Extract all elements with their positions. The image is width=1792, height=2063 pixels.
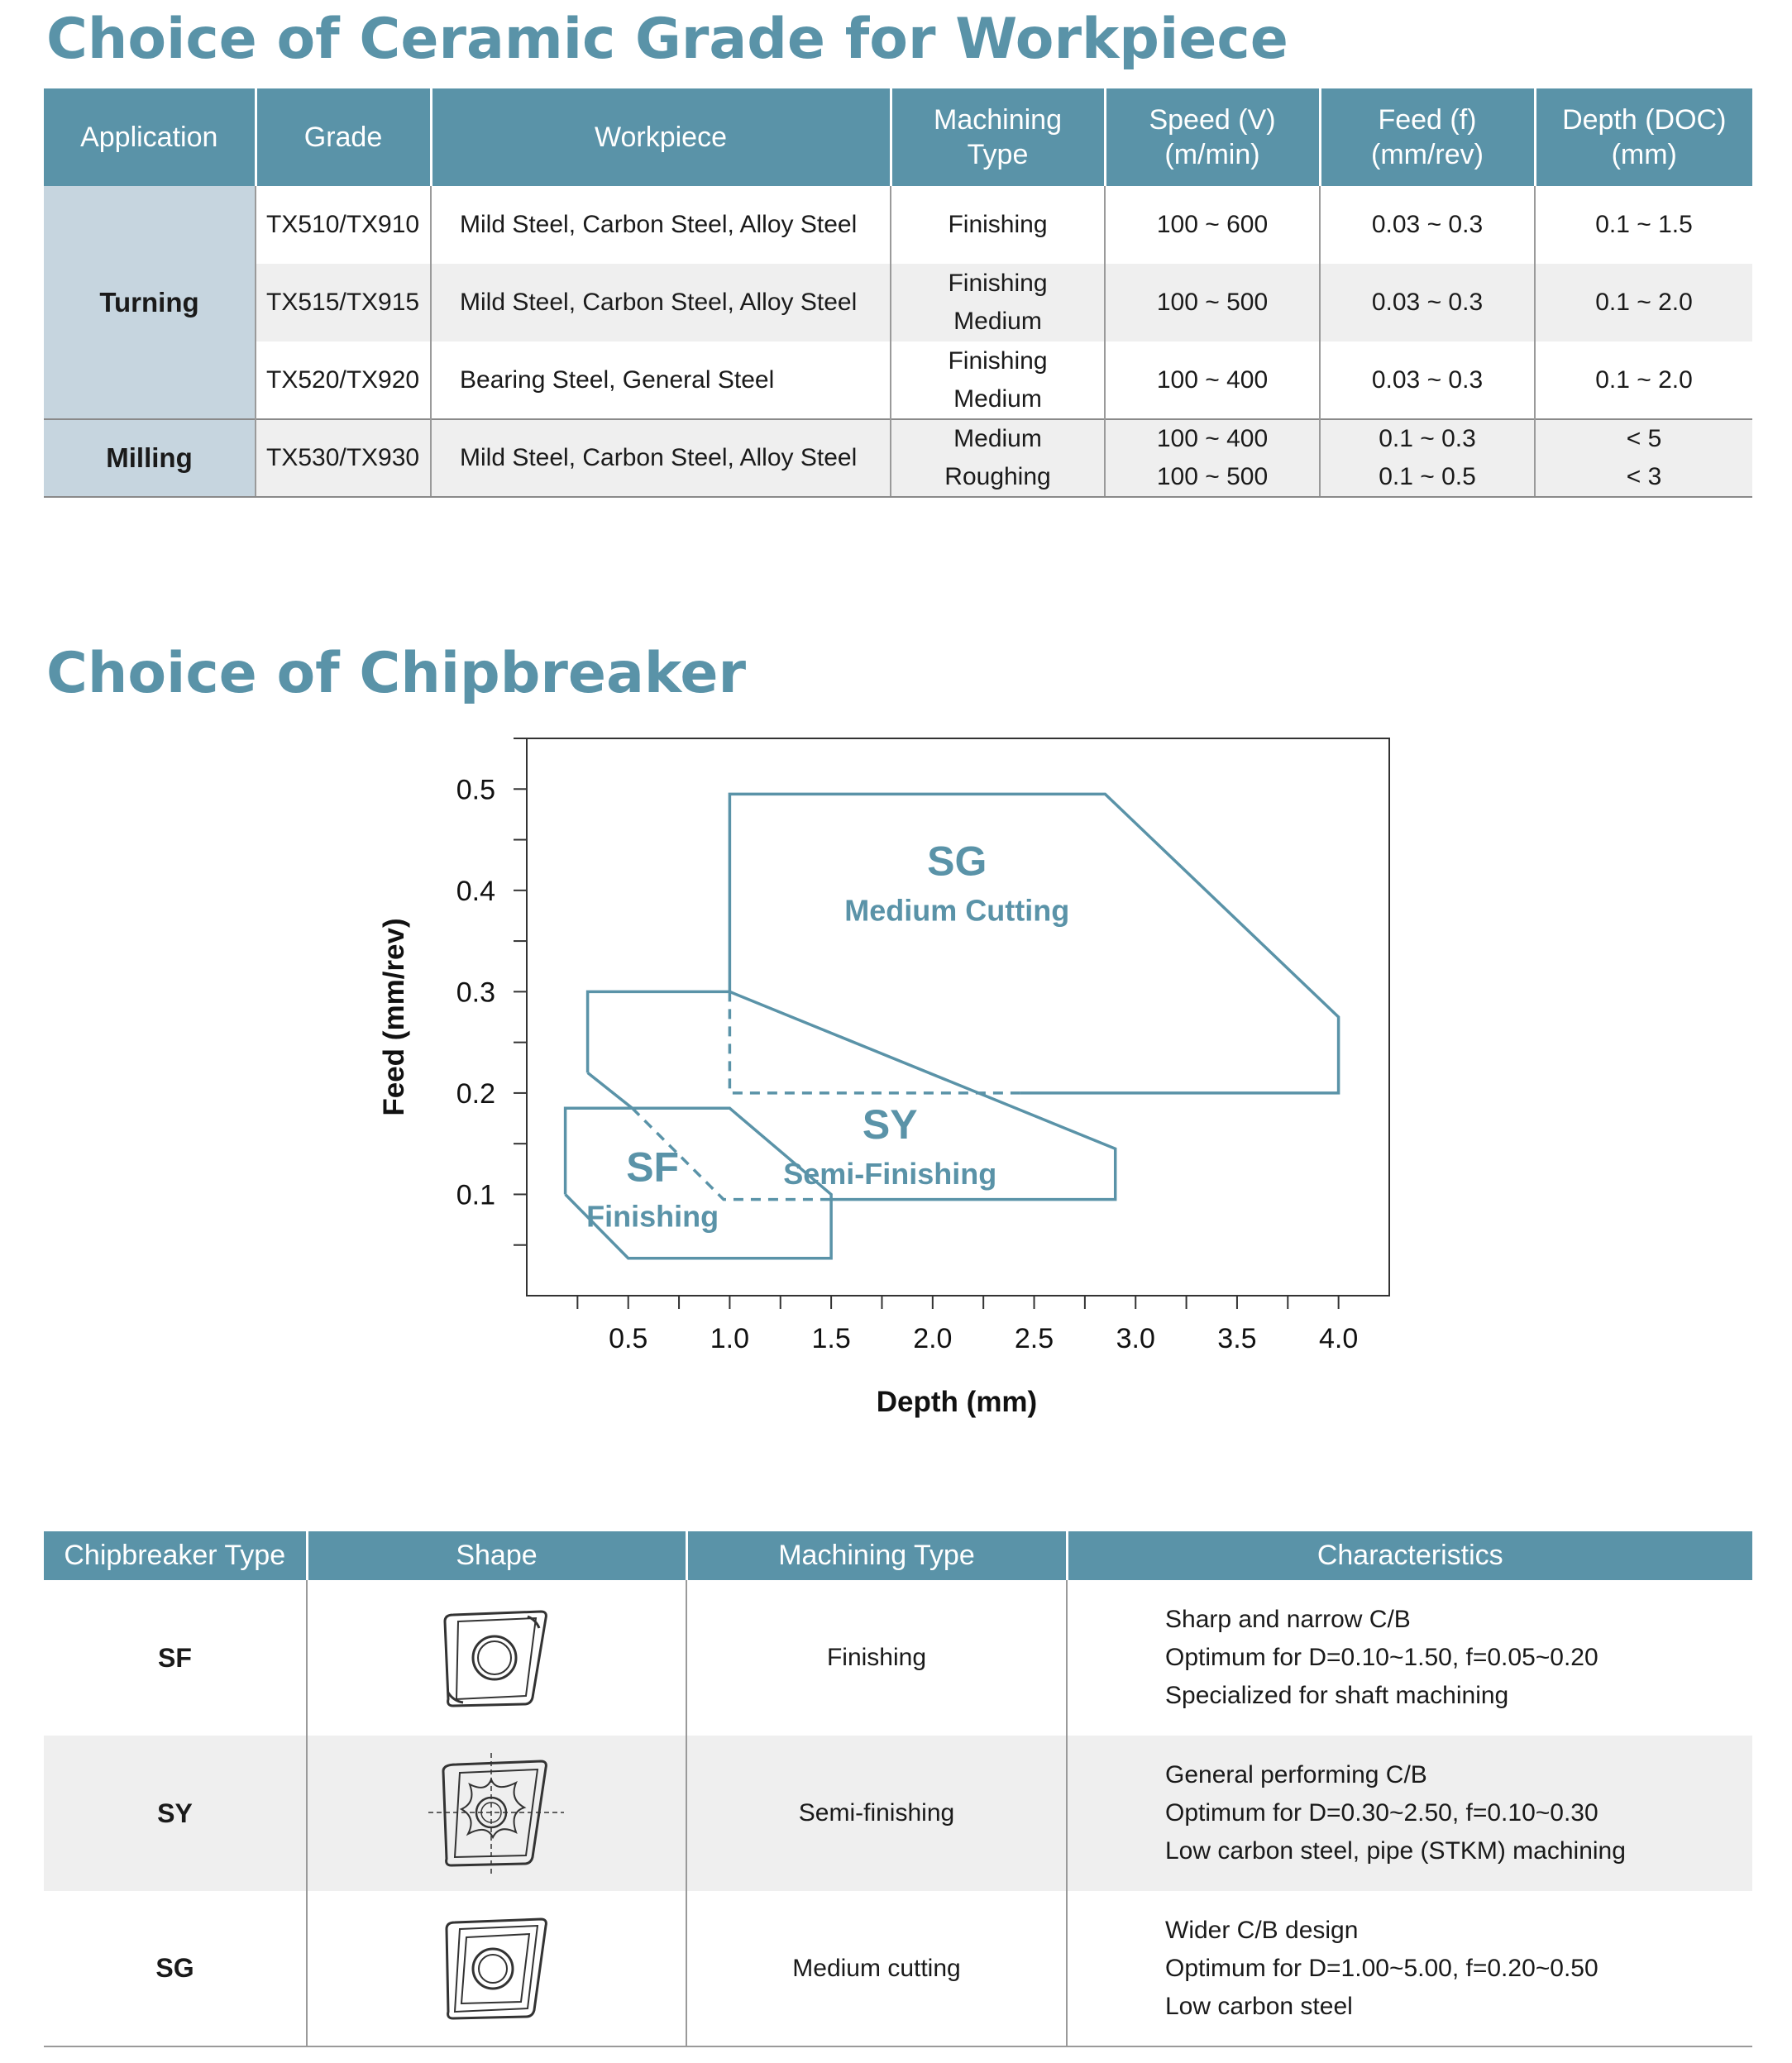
header-chipbreaker-type: Chipbreaker Type bbox=[44, 1531, 307, 1580]
chipbreaker-type-cell: SY bbox=[44, 1736, 307, 1891]
header-speed: Speed (V) (m/min) bbox=[1105, 88, 1320, 186]
plot-frame bbox=[527, 738, 1389, 1296]
chipbreaker-type-cell: SF bbox=[158, 1642, 192, 1673]
sf-region-sublabel: Finishing bbox=[586, 1199, 719, 1234]
sf-region-outline bbox=[566, 1108, 832, 1258]
header-depth: Depth (DOC) (mm) bbox=[1535, 88, 1752, 186]
shape-cell bbox=[307, 1891, 686, 2046]
feed-cell: 0.03 ~ 0.3 bbox=[1320, 186, 1535, 264]
workpiece-cell: Bearing Steel, General Steel bbox=[431, 341, 891, 419]
machining-type-cell: Finishing bbox=[891, 186, 1105, 264]
x-tick-label: 1.0 bbox=[710, 1323, 750, 1354]
characteristics-cell: General performing C/B Optimum for D=0.30~2.50, f=0.10~0.30 Low carbon steel, pipe (STKM) machining bbox=[1067, 1736, 1752, 1891]
depth-cell: 0.1 ~ 1.5 bbox=[1535, 186, 1752, 264]
feed-cell: 0.1 ~ 0.3 0.1 ~ 0.5 bbox=[1320, 419, 1535, 497]
x-tick-label: 3.0 bbox=[1116, 1323, 1155, 1354]
x-tick-label: 2.0 bbox=[913, 1323, 953, 1354]
depth-cell: 0.1 ~ 2.0 bbox=[1535, 341, 1752, 419]
sg-region-label: SG bbox=[927, 838, 987, 885]
speed-cell: 100 ~ 600 bbox=[1105, 186, 1320, 264]
chipbreaker-type-cell: SG bbox=[44, 1891, 307, 2046]
y-tick-label: 0.1 bbox=[456, 1179, 495, 1211]
header-workpiece: Workpiece bbox=[431, 88, 891, 186]
table-row bbox=[44, 1580, 1752, 1736]
chipbreaker-table bbox=[44, 1531, 1752, 2047]
workpiece-cell: Mild Steel, Carbon Steel, Alloy Steel bbox=[431, 186, 891, 264]
header-grade: Grade bbox=[256, 88, 431, 186]
speed-cell: 100 ~ 400 bbox=[1105, 341, 1320, 419]
feed-cell: 0.03 ~ 0.3 bbox=[1320, 264, 1535, 341]
sy-insert-icon bbox=[427, 1751, 567, 1875]
header-feed: Feed (f) (mm/rev) bbox=[1320, 88, 1535, 186]
header-application: Application bbox=[44, 88, 256, 186]
sg-insert-icon bbox=[435, 1911, 559, 2027]
machining-type-cell: Semi-finishing bbox=[686, 1736, 1067, 1891]
shape-cell bbox=[307, 1580, 686, 1736]
x-axis-label: Depth (mm) bbox=[876, 1386, 1038, 1418]
table-row bbox=[44, 1736, 1752, 1891]
y-tick-label: 0.5 bbox=[456, 774, 495, 806]
table-row bbox=[44, 1891, 1752, 2046]
header-characteristics: Characteristics bbox=[1067, 1531, 1752, 1580]
machining-type-cell: Medium cutting bbox=[686, 1891, 1067, 2046]
machining-type-cell: Finishing Medium bbox=[891, 341, 1105, 419]
sy-region-outline bbox=[588, 991, 1116, 1199]
depth-cell: < 5 < 3 bbox=[1535, 419, 1752, 497]
y-tick-label: 0.4 bbox=[456, 875, 495, 907]
grade-cell: TX515/TX915 bbox=[256, 264, 431, 341]
grade-cell: TX530/TX930 bbox=[256, 419, 431, 497]
header-machining-type: Machining Type bbox=[891, 88, 1105, 186]
header-shape: Shape bbox=[307, 1531, 686, 1580]
sg-region-dashed-edge bbox=[729, 991, 1020, 1093]
feed-cell: 0.03 ~ 0.3 bbox=[1320, 341, 1535, 419]
chipbreaker-header-row bbox=[44, 1531, 1752, 1580]
table-row bbox=[44, 341, 1752, 419]
sy-region-dashed-edge bbox=[633, 1108, 832, 1199]
characteristics-cell: Wider C/B design Optimum for D=1.00~5.00, f=0.20~0.50 Low carbon steel bbox=[1067, 1891, 1752, 2046]
sf-region-label: SF bbox=[626, 1144, 680, 1191]
y-tick-label: 0.2 bbox=[456, 1077, 495, 1110]
grade-cell: TX510/TX910 bbox=[256, 186, 431, 264]
x-tick-label: 3.5 bbox=[1217, 1323, 1257, 1354]
sf-insert-icon bbox=[435, 1600, 559, 1716]
sy-region-edge bbox=[588, 1072, 633, 1108]
table-row bbox=[44, 186, 1752, 264]
chipbreaker-section-title: Choice of Chipbreaker bbox=[46, 641, 746, 706]
grade-cell: TX520/TX920 bbox=[256, 341, 431, 419]
grade-section-title: Choice of Ceramic Grade for Workpiece bbox=[46, 7, 1288, 72]
grade-table-header-row bbox=[44, 88, 1752, 186]
sg-region-sublabel: Medium Cutting bbox=[844, 893, 1070, 928]
table-row bbox=[44, 264, 1752, 341]
workpiece-cell: Mild Steel, Carbon Steel, Alloy Steel bbox=[431, 419, 891, 497]
application-milling: Milling bbox=[44, 419, 256, 497]
y-tick-label: 0.3 bbox=[456, 977, 495, 1009]
sg-region-outline bbox=[729, 794, 1338, 1093]
machining-type-cell: Finishing Medium bbox=[891, 264, 1105, 341]
x-tick-label: 1.5 bbox=[811, 1323, 851, 1354]
ceramic-grade-table bbox=[44, 88, 1752, 498]
x-tick-label: 2.5 bbox=[1014, 1323, 1054, 1354]
header-machining-type: Machining Type bbox=[686, 1531, 1067, 1580]
characteristics-cell: Sharp and narrow C/B Optimum for D=0.10~1.50, f=0.05~0.20 Specialized for shaft machining bbox=[1067, 1580, 1752, 1736]
workpiece-cell: Mild Steel, Carbon Steel, Alloy Steel bbox=[431, 264, 891, 341]
machining-type-cell: Medium Roughing bbox=[891, 419, 1105, 497]
application-turning: Turning bbox=[44, 186, 256, 419]
shape-cell bbox=[307, 1736, 686, 1891]
sy-region-sublabel: Semi-Finishing bbox=[783, 1157, 997, 1191]
sy-region-label: SY bbox=[862, 1101, 918, 1148]
depth-cell: 0.1 ~ 2.0 bbox=[1535, 264, 1752, 341]
machining-type-cell: Finishing bbox=[686, 1580, 1067, 1736]
speed-cell: 100 ~ 500 bbox=[1105, 264, 1320, 341]
y-axis-label: Feed (mm/rev) bbox=[378, 918, 410, 1116]
speed-cell: 100 ~ 400 100 ~ 500 bbox=[1105, 419, 1320, 497]
x-tick-label: 0.5 bbox=[609, 1323, 648, 1354]
x-tick-label: 4.0 bbox=[1319, 1323, 1359, 1354]
table-row bbox=[44, 419, 1752, 497]
